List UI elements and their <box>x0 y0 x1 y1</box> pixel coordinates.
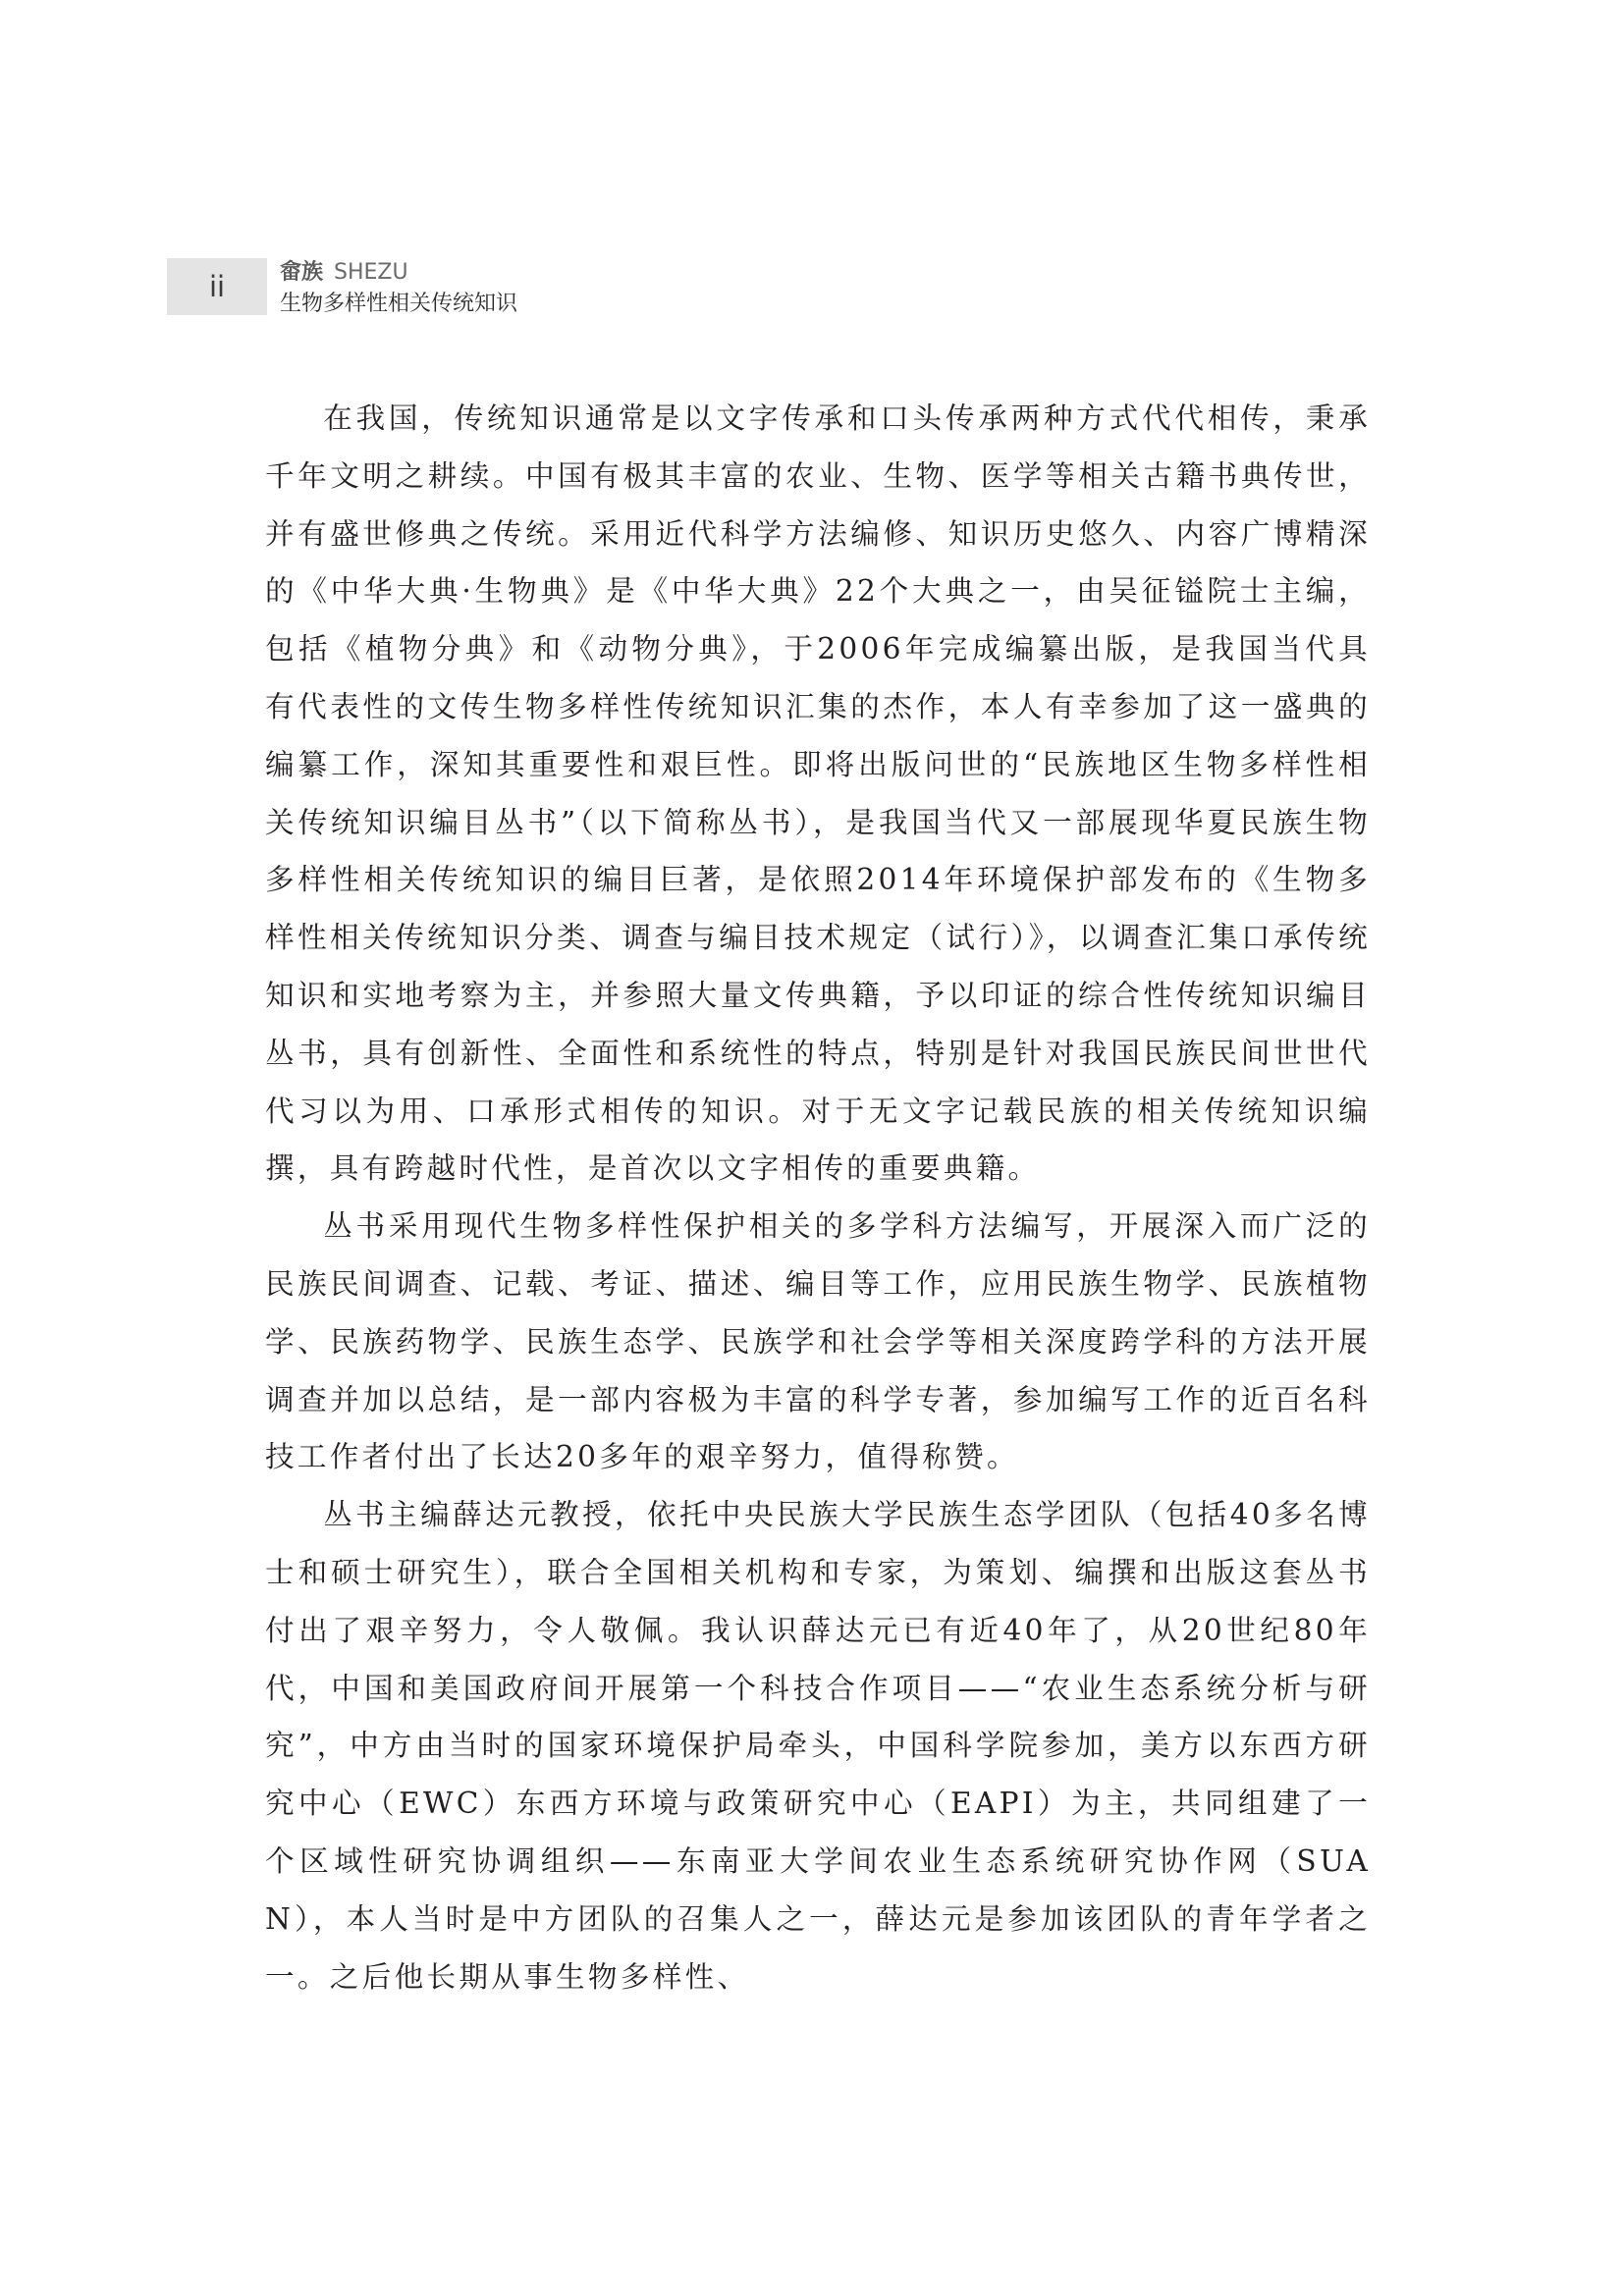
page-number: ii <box>167 258 267 315</box>
running-header <box>280 257 517 320</box>
paragraph: 丛书采用现代生物多样性保护相关的多学科方法编写，开展深入而广泛的民族民间调查、记载、考证、描述、编目等工作，应用民族生物学、民族植物学、民族药物学、民族生态学、民族学和社会学等相关深度跨学科的方法开展调查并加以总结，是一部内容极为丰富的科学专著，参加编写工作的近百名科技工作者付出了长达20多年的艰辛努力，值得称赞。 <box>265 1209 1371 1474</box>
series-title-cn: 畲族 <box>280 260 324 285</box>
body-text <box>265 390 1371 2005</box>
series-subtitle: 生物多样性相关传统知识 <box>280 292 518 316</box>
series-title <box>280 257 517 289</box>
paragraph: 丛书主编薛达元教授，依托中央民族大学民族生态学团队（包括40多名博士和硕士研究生），联合全国相关机构和专家，为策划、编撰和出版这套丛书付出了艰辛努力，令人敬佩。我认识薛达元已有近40年了，从20世纪80年代，中国和美国政府间开展第一个科技合作项目——“农业生态系统分析与研究”，中方由当时的国家环境保护局牵头，中国科学院参加，美方以东西方研究中心（EWC）东西方环境与政策研究中心（EAPI）为主，共同组建了一个区域性研究协调组织——东南亚大学间农业生态系统研究协作网（SUAN），本人当时是中方团队的召集人之一，薛达元是参加该团队的青年学者之一。之后他长期从事生物多样性、 <box>265 1498 1371 1994</box>
series-title-en: SHEZU <box>334 260 408 285</box>
paragraph: 在我国，传统知识通常是以文字传承和口头传承两种方式代代相传，秉承千年文明之耕续。中国有极其丰富的农业、生物、医学等相关古籍书典传世，并有盛世修典之传统。采用近代科学方法编修、知识历史悠久、内容广博精深的《中华大典·生物典》是《中华大典》22个大典之一，由吴征镒院士主编，包括《植物分典》和《动物分典》，于2006年完成编纂出版，是我国当代具有代表性的文传生物多样性传统知识汇集的杰作，本人有幸参加了这一盛典的编纂工作，深知其重要性和艰巨性。即将出版问世的“民族地区生物多样性相关传统知识编目丛书”（以下简称丛书），是我国当代又一部展现华夏民族生物多样性相关传统知识的编目巨著，是依照2014年环境保护部发布的《生物多样性相关传统知识分类、调查与编目技术规定（试行）》，以调查汇集口承传统知识和实地考察为主，并参照大量文传典籍，予以印证的综合性传统知识编目丛书，具有创新性、全面性和系统性的特点，特别是针对我国民族民间世世代代习以为用、口承形式相传的知识。对于无文字记载民族的相关传统知识编撰，具有跨越时代性，是首次以文字相传的重要典籍。 <box>265 401 1371 1186</box>
